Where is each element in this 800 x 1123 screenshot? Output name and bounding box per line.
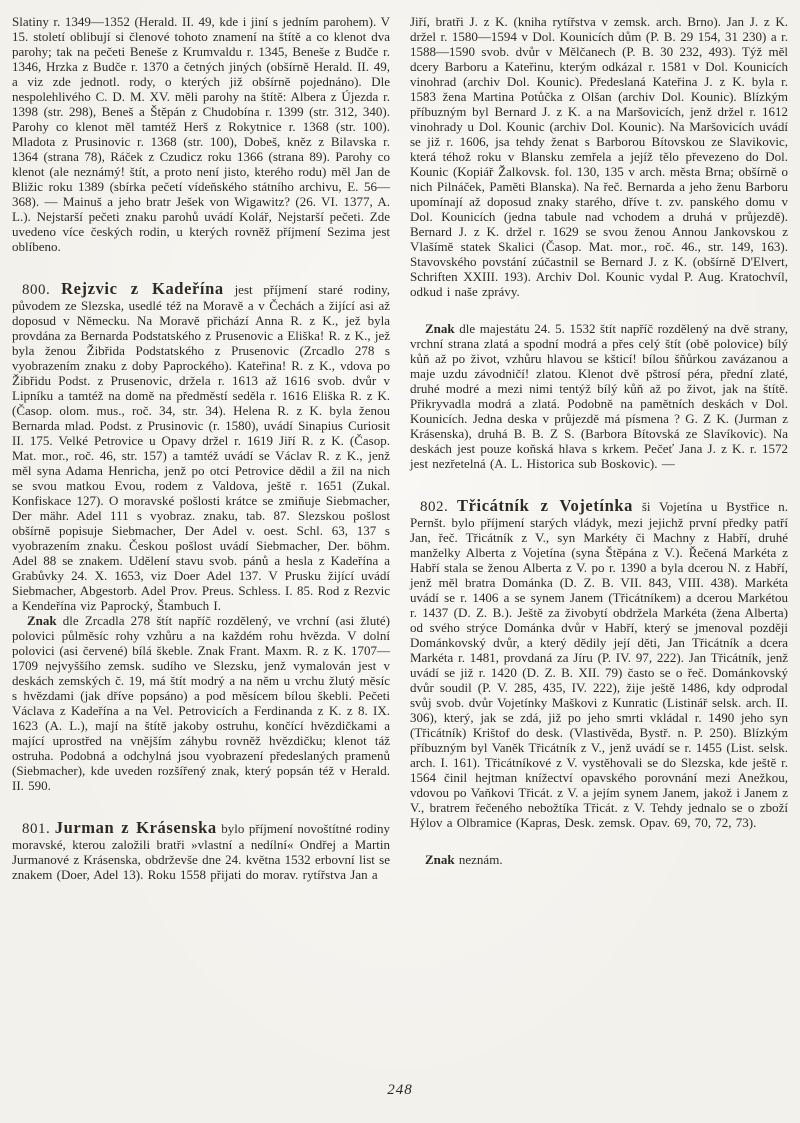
znak-paragraph-802 bbox=[410, 852, 788, 867]
znak-lead: Znak bbox=[27, 613, 57, 628]
entry-name-jurman-z-krasenska: Jurman z Krásenska bbox=[54, 818, 217, 837]
entry-802 bbox=[410, 498, 788, 830]
znak-text: dle majestátu 24. 5. 1532 štít napříč rozdělený na dvě strany, vrchní strana zlatá a spodní modrá a přes celý štít (obě polovice) bílý kůň až po život, vzhůru hlavou se kšticí! bílou šňůrkou zavázanou a maje uzdu závodničí! zlatou. Klenot dvě pštrosí péra, přední zlaté, druhé modré a mezi nimi tentýž bílý kůň až po život, jak na štítě. Přikryvadla modrá a zlatá. Podobně na pamětních deskách v Dol. Kounicích. Jedna deska v průjezdě má písmena ? G. Z K. (Jurman z Krásenska), druhá B. B. Z S. (Barbora Bítovská ze Slavíkovic). Na deskách jest pouze koňská hlava s krkem. Pečeť Jana J. z K. r. 1572 jest nezřetelná (A. L. Historica sub Boskovic). — bbox=[410, 321, 788, 471]
entry-800 bbox=[12, 281, 390, 613]
right-column bbox=[410, 14, 788, 882]
left-column bbox=[12, 14, 390, 882]
entry-number: 801. bbox=[22, 821, 51, 837]
two-column-layout bbox=[12, 14, 788, 882]
znak-paragraph-801 bbox=[410, 321, 788, 471]
entry-name-tricatnik-z-vojetinka: Třicátník z Vojetínka bbox=[457, 496, 634, 515]
znak-text: dle Zrcadla 278 štít napříč rozdělený, ve vrchní (asi žluté) polovici půlměsíc rohy vzhůru a na každém rohu hvězda. V dolní polovici (asi červené) bílá škeble. Znak Frant. Maxm. R. z K. 1707—1709 nejvyššího zemsk. sudího ve Slezsku, jenž vymalován jest v deskách zemských č. 19, má štít modrý a na něm u vrchu žlutý měsíc s hvězdami (jak dříve popsáno) a pod měsícem bílou škebli. Pečeti Václava z Kadeřína a na Vel. Petrovicích a Ferdinanda z K. z 8. IX. 1623 (A. L.), mají na štítě jakoby ostruhu, končící hvězdičkami a mající uprostřed na vnějším záhybu rovněž hvězdičku; klenot táž ostruha. Podobná a odchylná jsou vyobrazení předeslaných pramenů (Siebmacher), kde uveden rozšířený znak, který popsán též v Herald. II. 590. bbox=[12, 613, 390, 793]
entry-name-rejzvic-z-kaderina: Rejzvic z Kadeřína bbox=[61, 279, 224, 298]
znak-lead: Znak bbox=[425, 321, 455, 336]
paragraph-continuation-jurman bbox=[410, 14, 788, 299]
paragraph-text: Slatiny r. 1349—1352 (Herald. II. 49, kde i jiní s jedním parohem). V 15. století oblibují si členové tohoto znamení na štítě a co klenot dva parohy; tak na pečeti Beneše z Krumvaldu r. 1345, Beneše z Budče r. 1346, Hrzka z Budče r. 1370 a četných jiných (obšírně Herald. II. 49, a viz zde jednotl. rody, o kterých již obšírně pojednáno). Dle nespolehlivého C. D. M. XV. měli parohy na štítě: Albera z Újezda r. 1398 (str. 298), Beneš a Štěpán z Chudobína r. 1399 (str. 312, 340). Parohy co klenot měl tamtéž Herš z Rokytnice r. 1368 (str. 100). Mladota z Prusinovic r. 1368 (str. 100), Dobeš, kněz z Bilavska r. 1364 (strana 78), Ráček z Czudicz roku 1366 (strana 89). Parohy co klenot (ale neznámý! štít, a proto není jisto, kterého rodu) měl Jan de Bližic roku 1389 (sbírka pečetí vídeňského státního archivu, E. 56—368). — Mainuš a jeho bratr Ješek von Wigawitz? (26. VI. 1377, A. L.). Nejstarší pečeti znaku parohů uvádí Kolář, Nejstarší pečeti. Zde uvedeno více českých rodin, u kterých rovněž příjmení Sezima jest oblíbeno. bbox=[12, 14, 390, 254]
znak-text: neznám. bbox=[458, 852, 503, 867]
entry-number: 800. bbox=[22, 282, 51, 298]
paragraph-continuation-slatiny bbox=[12, 14, 390, 254]
page-number: 248 bbox=[387, 1082, 413, 1098]
entry-number: 802. bbox=[420, 499, 449, 515]
entry-801 bbox=[12, 820, 390, 882]
entry-text: jest příjmení staré rodiny, původem ze Slezska, usedlé též na Moravě a v Čechách a žijící asi až doposud v Německu. Na Moravě přichází Anna R. z K., jež byla provdána za Bernarda Podstatského z Prusenovic a Eliška! R. z K., jež byla ženou Žibřida Podstatského z Prusenovic (Zrcadlo 278 s vyobrazením znaku z doby Paprockého). Kateřina! R. z K., vdova po Žibřidu Podst. z Prusenovic, držela r. 1613 až 1616 svob. dvůr v Lipníku a tamtéž na domě na předměstí seděla r. 1616 Eliška R. z K. (Časop. olom. mus., roč. 34, str. 34). Helena R. z K. byla ženou Bernarda mlad. Podst. z Prusinovic (r. 1580), uvádí Sinapius Curiosit II. 175. Velké Petrovice u Opavy držel r. 1619 Jiří R. z K. (Časop. Mat. mor., roč. 46, str. 157) a tamtéž uvádí se Václav R. z K., jenž měl syna Adama Henricha, jenž po otci Petrovice dědil a žil na nich se svou matkou Evou, rodem z Valdova, ještě r. 1651 (Zukal. Konfiskace 127). O moravské pošlosti krátce se zmiňuje Siebmacher, Der mähr. Adel 111 s vyobraz. znaku, tab. 87. Slezskou pošlost obšírně popisuje Siebmacher, Der Adel v. oest. Schl. 63, 137 s vyobrazením znaku. Českou pošlost uvádí Siebmacher, Der. böhm. Adel 88 se znakem. Udělení stavu svob. pánů a hesla z Kadeřína a Grabůvky 24. X. 1653, viz Doer Adel 137. V Prusku žijící uvádí Siebmacher, Abgestorb. Adel Prov. Preus. Schless. I. 85. Rod z Rezvic a Kendeřína viz Paprocký, Štambuch I. bbox=[12, 282, 391, 613]
entry-text: ši Vojetína u Bystřice n. Pernšt. bylo příjmení starých vládyk, mezi jejichž první předky patří Jan, řeč. Třicátník z V., syn Markéty či Machny z Habří, druhé manželky Alberta z Vojetína (syna Štěpána z V.). Řečená Markéta z Habří stala se ženou Alberta z V. po r. 1390 a byla dcerou N. z Habří, jenž měl bratra Dománka (D. Z. B. VII. 843, VIII. 438). Markéta uvádí se r. 1406 a se synem Janem (Třicátníkem) a dcerou Markétou r. 1437 (D. Z. B.). Ještě za živobytí obdržela Markéta (žena Alberta) od svého strýce Dománka dvůr v Habří, který se jmenoval později Dománkovský dvůr, a který dědily její děti, Jan Třicátník a dcera Markéta r. 1481, provdaná za Jíru (P. IV. 97, 222). Jan Třicátník, jenž uvádí se již r. 1420 (D. Z. B. XII. 79) často se o řeč. Dománkovský dvůr soudil (P. V. 285, 435, IV. 222), žije ještě 1486, kdy odprodal svůj svob. dvůr Vojetínky Maškovi z Kunratic (Listinář selsk. arch. II. 306), který, jak se zdá, již po jeho smrti vkládal r. 1490 jeho syn (Třicátník) Krištof do desk. (Vlastivěda, Bystř. n. P. 250). Blízkým příbuzným byl Vaněk Třicátník z V., jenž uvádí se r. 1455 (List. selsk. arch. I. 161). Třicátníkové z V. vystěhovali se do Slezska, kde ještě r. 1564 činil hejtman knížectví opavského porovnání mezi Anežkou, vdovou po Vaňkovi Třicát. z V. a jejím synem Janem, jakož i Janem z V., bratrem řečeného nebožtíka Třicát. z V. Tehdy jednalo se o zboží Hýlov a Olbramice (Kapras, Desk. zemsk. Opav. 69, 70, 72, 73). bbox=[410, 499, 789, 830]
entry-text: bylo příjmení novoštítné rodiny moravské, kterou založili bratři »vlastní a nedílní« Ondřej a Martin Jurmanové z Krásenska, obdrževše dne 24. května 1532 erbovní list se znakem (Doer, Adel 13). Roku 1558 přijati do morav. rytířstva Jan a bbox=[12, 821, 390, 882]
znak-lead: Znak bbox=[425, 852, 455, 867]
paragraph-text: Jiří, bratři J. z K. (kniha rytířstva v zemsk. arch. Brno). Jan J. z K. držel r. 1580—1594 v Dol. Kounicích dům (P. B. 29 154, 31 230) a r. 1588—1590 svob. dvůr v Mělčanech (P. B. 30 232, 493). Týž měl dcery Barboru a Kateřinu, kterým odkázal r. 1581 v Dol. Kounicích vinohrad (archiv Dol. Kounic). Předeslaná Kateřina J. z K. byla r. 1583 žena Martina Potůčka z Olšan (archiv Dol. Kounic). Blízkým příbuzným byl Bernard J. z K. a na Maršovicích, jenž držel r. 1612 vinohrady u Dol. Kounic (archiv Dol. Kounic). Na Maršovicích uvádí se již r. 1606, jsa tehdy ženat s Barborou Bítovskou ze Slavikovic, která téhož roku v Blansku zemřela a jejíž tělo převezeno do Dol. Kounic (Kopiář Žalkovsk. fol. 130, 135 v arch. města Brna; obšírně o nich Pilnáček, Paměti Blanska). Na řeč. Bernarda a jeho ženu Barboru upomínají až doposud znaky starého, dříve t. zv. panského domu v Dol. Kounicích (jedna tabule nad vchodem a druhá v průjezdě). Bernard J. z K. držel r. 1629 se svou ženou Annou Jankovskou z Vlašímě statek Skalici (Časop. Mat. mor., roč. 46., str. 149, 163). Stavovského povstání zúčastnil se Bernard J. z K. (obšírně D'Elvert, Schriften XXIII. 193). Archiv Dol. Kounic vydal P. Aug. Kratochvíl, odkud i naše zprávy. bbox=[410, 14, 788, 299]
znak-paragraph-800 bbox=[12, 613, 390, 793]
